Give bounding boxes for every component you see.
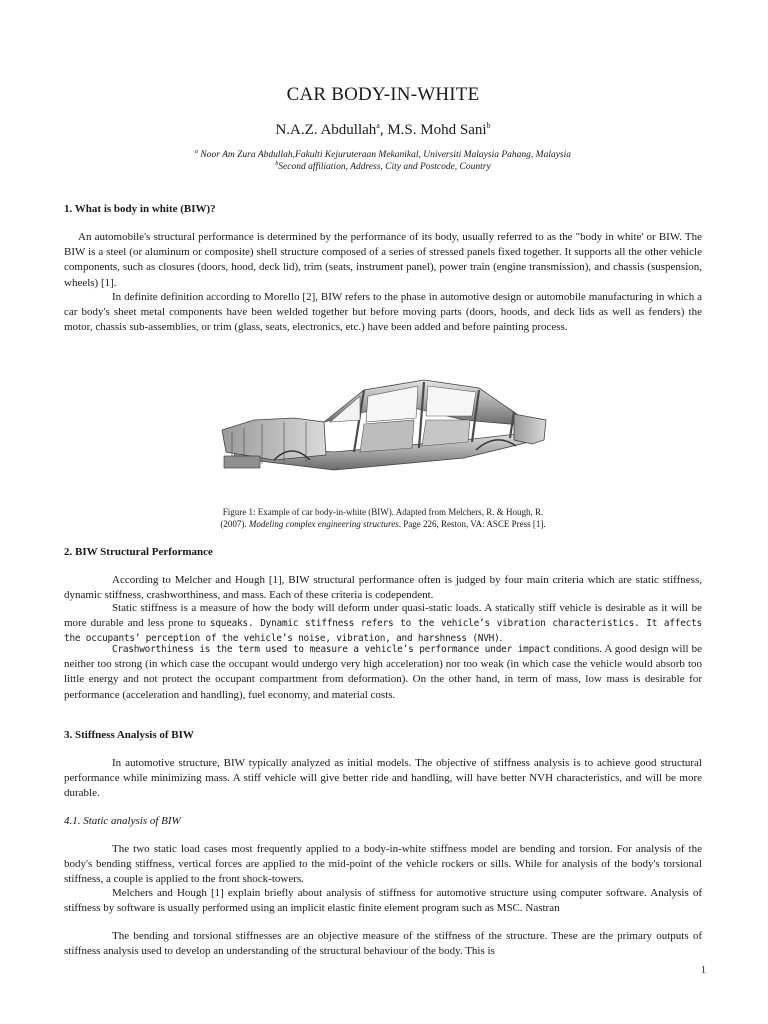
section-3-paragraph-1: In automotive structure, BIW typically analyzed as initial models. The objective of stiffness analysis is to achieve good structural performance while minimizing mass. A stiff vehicle will give better ride and handling, will have better NVH characteristics, and will be more durable. bbox=[64, 757, 702, 800]
affiliation-a-sup: a bbox=[194, 149, 198, 155]
affiliation-a-text: Noor Am Zura Abdullah,Fakulti Kejuruteraan Mekanikal, Universiti Malaysia Pahang, Malaysia bbox=[200, 150, 572, 161]
author-separator: , bbox=[379, 122, 388, 138]
section-1-heading: 1. What is body in white (BIW)? bbox=[64, 203, 216, 215]
section-4-1-paragraph-3: The bending and torsional stiffnesses are an objective measure of the stiffness of the structure. These are the primary outputs of stiffness analysis used to develop an understanding of the structural behaviour of the body. This is bbox=[64, 930, 702, 958]
affiliation-a bbox=[64, 149, 702, 160]
section-2-paragraph-3 bbox=[64, 642, 702, 703]
section-4-1-paragraph-1: The two static load cases most frequently applied to a body-in-white stiffness model are bending and torsion. For analysis of the body's bending stiffness, vertical forces are applied to the mid-point of the vehicle rockers or sills. While for analysis of the body's torsional stiffness, a couple is applied to the front shock-towers. bbox=[64, 843, 702, 886]
figure-caption-source: . Page 226, Reston, VA: ASCE Press [1]. bbox=[398, 519, 546, 529]
section-2-paragraph-2-text-c: . bbox=[499, 632, 503, 645]
affiliation-b-sup: b bbox=[275, 161, 279, 167]
section-2-paragraph-3-text-b: conditions. A good design will be neither too strong (in which case the occupant would undergo very high acceleration) nor too weak (in which case the vehicle would absorb too little energy and not protect the occupant compartment from deformation). On the other hand, in term of mass, low mass is desirable for performance (acceleration and handling), fuel economy, and material costs. bbox=[64, 643, 702, 701]
affiliation-b-text: Second affiliation, Address, City and Postcode, Country bbox=[278, 162, 491, 173]
affiliation-b bbox=[64, 161, 702, 172]
page-number: 1 bbox=[701, 965, 706, 976]
car-biw-figure bbox=[214, 360, 554, 500]
paper-title: CAR BODY-IN-WHITE bbox=[286, 84, 480, 105]
section-2-paragraph-2-text-a: Static stiffness is a measure of how the body will deform under quasi-static loads. A statically stiff vehicle is desirable as it will be more durable and less prone to bbox=[64, 602, 702, 630]
author-1: N.A.Z. Abdullah bbox=[275, 122, 377, 138]
section-4-1-paragraph-2: Melchers and Hough [1] explain briefly about analysis of stiffness for automotive structure using computer software. Analysis of stiffness by software is usually performed using an implicit elastic finite element program such as MSC. Nastran bbox=[64, 887, 702, 915]
section-2-paragraph-2 bbox=[64, 601, 702, 647]
section-2-paragraph-3-text-a: Crashworthiness is the term used to measure a vehicle’s performance under impact bbox=[112, 644, 551, 655]
figure-caption-line-2 bbox=[64, 518, 702, 530]
author-2: M.S. Mohd Sani bbox=[387, 122, 487, 138]
section-2-paragraph-2-text-b: squeaks. Dynamic stiffness refers to the vehicle’s vibration characteristics. It affects the occupants’ perception of the vehicle’s noise, vibration, and harshness (NVH) bbox=[64, 618, 703, 645]
figure-caption-year: (2007). bbox=[220, 519, 249, 529]
section-2-paragraph-1: According to Melcher and Hough [1], BIW structural performance often is judged by four main criteria which are static stiffness, dynamic stiffness, crashworthiness, and mass. Each of these criteria is codependent. bbox=[64, 574, 702, 602]
figure-caption-book-title: Modeling complex engineering structures bbox=[248, 519, 399, 529]
figure-caption-line-1: Figure 1: Example of car body-in-white (BIW). Adapted from Melchers, R. & Hough, R. bbox=[222, 507, 544, 517]
author-1-sup: a bbox=[376, 121, 380, 130]
section-2-heading: 2. BIW Structural Performance bbox=[64, 546, 213, 558]
car-biw-illustration bbox=[214, 360, 554, 500]
section-3-heading: 3. Stiffness Analysis of BIW bbox=[64, 729, 194, 741]
section-1-paragraph-2: In definite definition according to Morello [2], BIW refers to the phase in automotive design or automobile manufacturing in which a car body's sheet metal components have been welded together but before moving parts (doors, hoods, and deck lids as well as fenders) the motor, chassis sub-assemblies, or trim (glass, seats, electronics, etc.) have been added and before painting process. bbox=[64, 291, 702, 334]
author-2-sup: b bbox=[486, 121, 491, 130]
section-1-paragraph-1: An automobile's structural performance is determined by the performance of its body, usually referred to as the "body in white' or BIW. The BIW is a steel (or aluminum or composite) shell structure composed of a series of stressed panels fixed together. It supports all the other vehicle components, such as closures (doors, hood, deck lid), trim (seats, instrument panel), power train (engine transmission), and chassis (suspension, wheels) [1]. bbox=[64, 231, 702, 289]
figure-caption bbox=[64, 506, 702, 530]
section-4-1-heading: 4.1. Static analysis of BIW bbox=[64, 815, 181, 827]
author-line bbox=[64, 121, 702, 139]
